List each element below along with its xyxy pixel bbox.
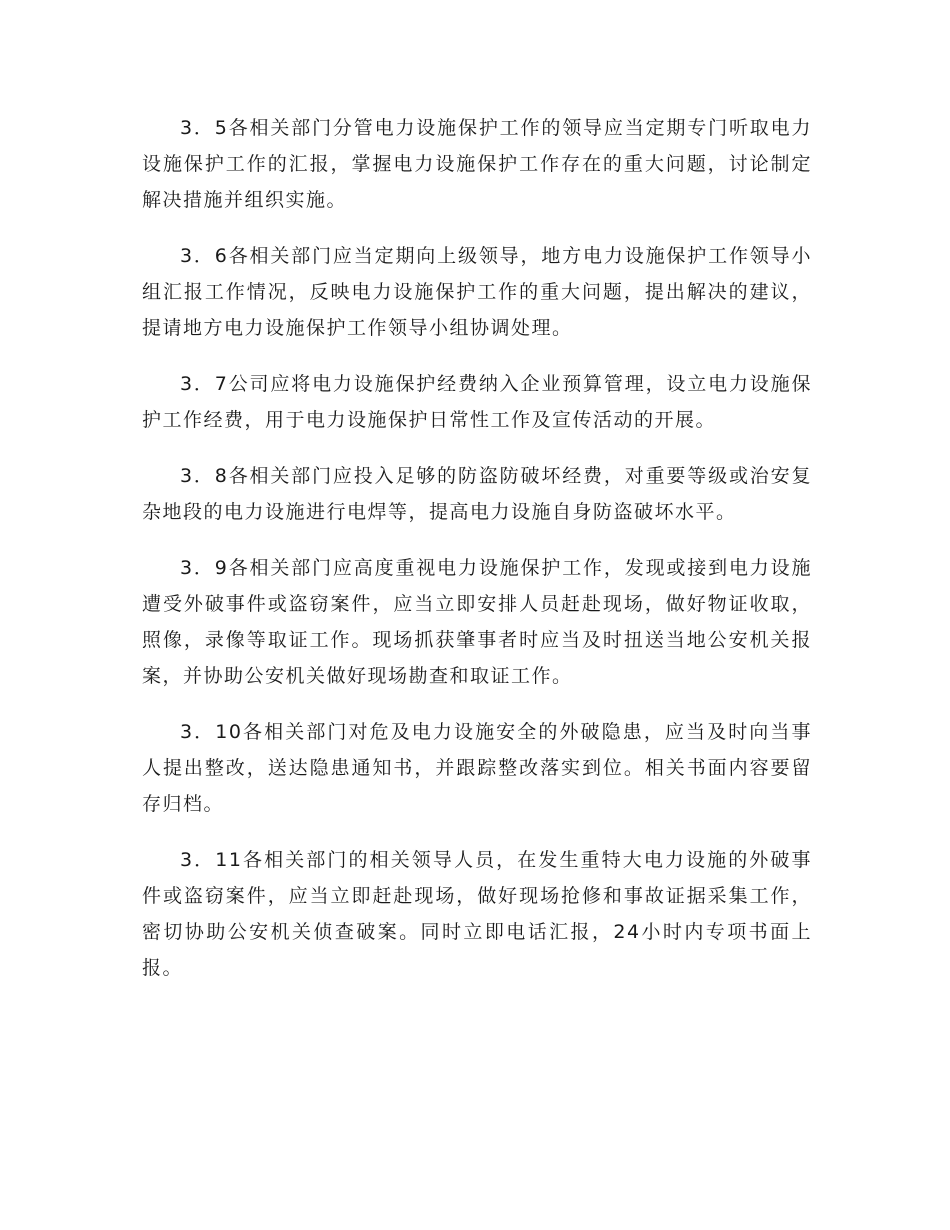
paragraph-3-11: 3．11各相关部门的相关领导人员，在发生重特大电力设施的外破事件或盗窃案件，应当立即赶赴现场，做好现场抢修和事故证据采集工作，密切协助公安机关侦查破案。同时立即电话汇报，24小时内专项书面上报。 (142, 849, 812, 979)
paragraph-3-5: 3．5各相关部门分管电力设施保护工作的领导应当定期专门听取电力设施保护工作的汇报，掌握电力设施保护工作存在的重大问题，讨论制定解决措施并组织实施。 (142, 117, 812, 211)
paragraph-3-9: 3．9各相关部门应高度重视电力设施保护工作，发现或接到电力设施遭受外破事件或盗窃案件，应当立即安排人员赶赴现场，做好物证收取，照像，录像等取证工作。现场抓获肇事者时应当及时扭送当地公安机关报案，并协助公安机关做好现场勘查和取证工作。 (142, 557, 812, 687)
document-body (142, 110, 812, 1006)
paragraph-3-6: 3．6各相关部门应当定期向上级领导，地方电力设施保护工作领导小组汇报工作情况，反映电力设施保护工作的重大问题，提出解决的建议，提请地方电力设施保护工作领导小组协调处理。 (142, 245, 812, 339)
paragraph-3-8: 3．8各相关部门应投入足够的防盗防破坏经费，对重要等级或治安复杂地段的电力设施进行电焊等，提高电力设施自身防盗破坏水平。 (142, 465, 812, 523)
paragraph-3-10: 3．10各相关部门对危及电力设施安全的外破隐患，应当及时向当事人提出整改，送达隐患通知书，并跟踪整改落实到位。相关书面内容要留存归档。 (142, 721, 812, 815)
paragraph-3-7: 3．7公司应将电力设施保护经费纳入企业预算管理，设立电力设施保护工作经费，用于电力设施保护日常性工作及宣传活动的开展。 (142, 373, 812, 431)
